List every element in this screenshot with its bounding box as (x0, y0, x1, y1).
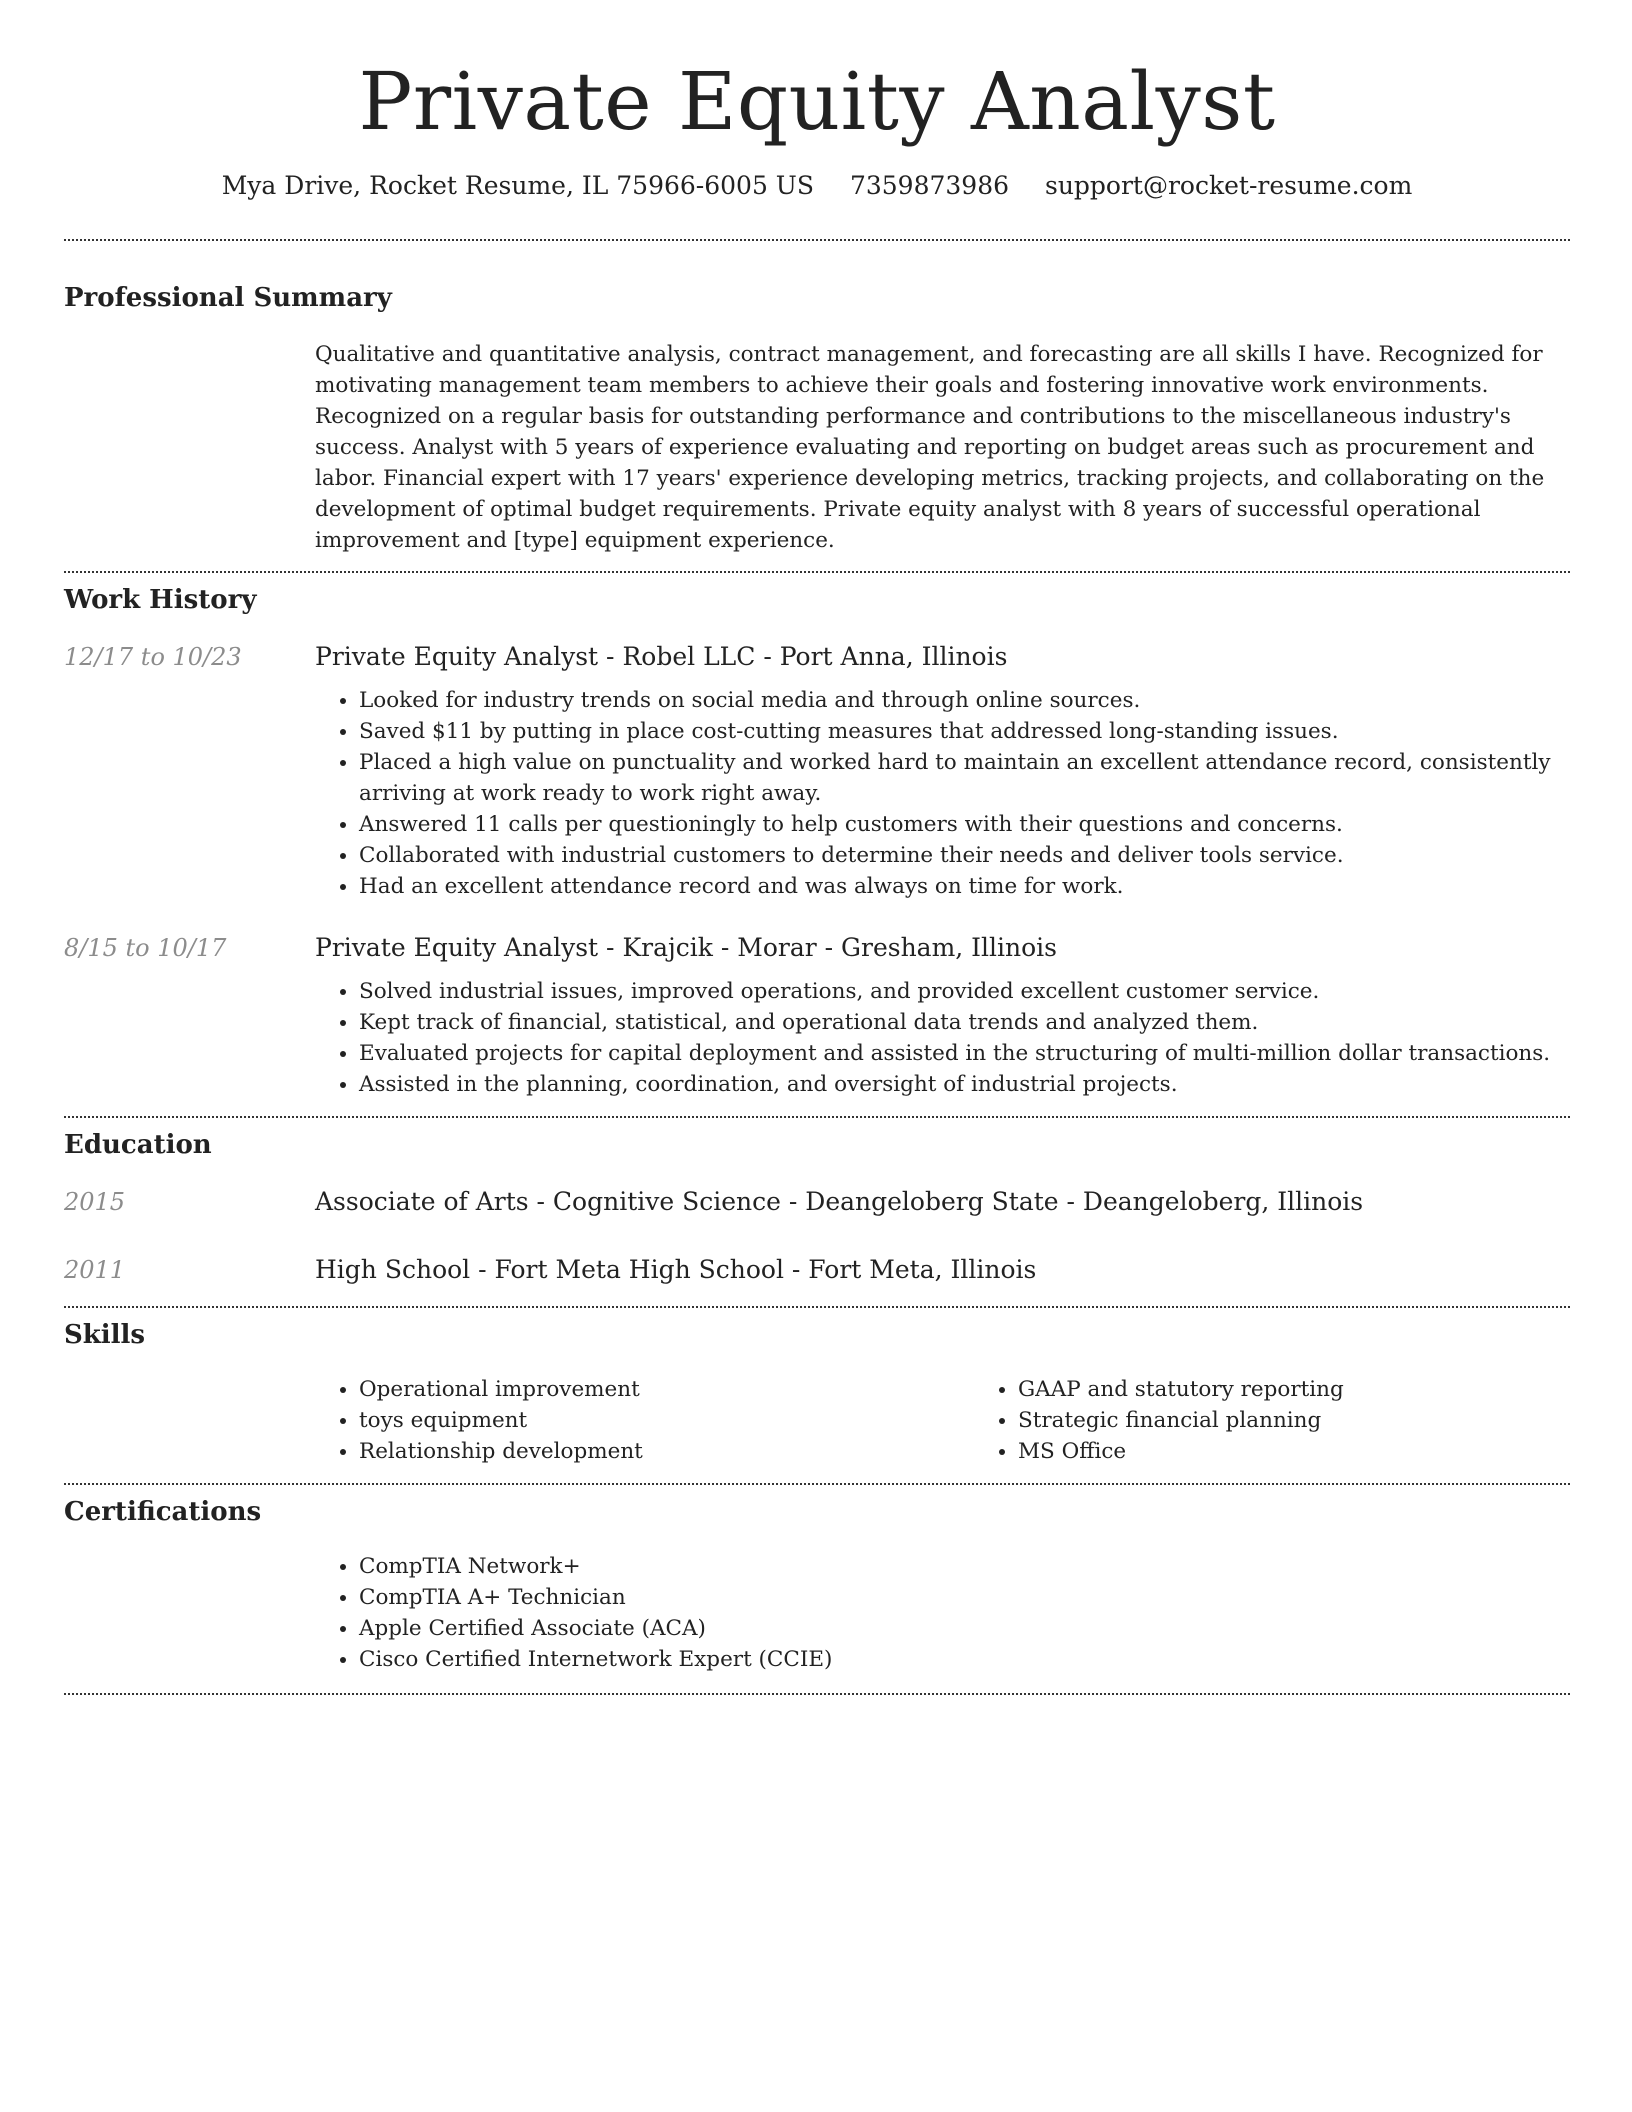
job-bullet: • Solved industrial issues, improved operations, and provided excellent customer service. (359, 976, 1570, 1007)
contact-line (64, 170, 1570, 202)
certification-item: • Cisco Certified Internetwork Expert (CCIE) (359, 1644, 1570, 1675)
education-school: - Deangeloberg State - Deangeloberg, Illinois (780, 1187, 1364, 1216)
certification-item: • Apple Certified Associate (ACA) (359, 1613, 1570, 1644)
summary-text: Qualitative and quantitative analysis, contract management, and forecasting are all skills I have. Recognized for motivating management team members to achieve their goals and fostering innovative work environments. Recognized on a regular basis for outstanding performance and contributions to the miscellaneous industry's success. Analyst with 5 years of experience evaluating and reporting on budget areas such as procurement and labor. Financial expert with 17 years' experience developing metrics, tracking projects, and collaborating on the development of optimal budget requirements. Private equity analyst with 8 years of successful operational improvement and [type] equipment experience. (315, 342, 1545, 553)
job-heading (315, 932, 1570, 964)
divider (64, 571, 1570, 573)
job-heading (315, 641, 1570, 673)
job-employer: - Robel LLC - Port Anna, Illinois (598, 642, 1008, 671)
education-degree: High School (315, 1255, 471, 1284)
contact-email: support@rocket-resume.com (1044, 171, 1413, 200)
job-bullets (315, 976, 1570, 1100)
skill-item: • Operational improvement (359, 1374, 974, 1405)
job-entry (64, 641, 1570, 902)
contact-phone: 7359873986 (849, 171, 1010, 200)
divider (64, 1483, 1570, 1485)
skills-grid (315, 1362, 1632, 1467)
skill-item: • GAAP and statutory reporting (1018, 1374, 1632, 1405)
job-bullet: • Collaborated with industrial customers to determine their needs and deliver tools service. (359, 840, 1570, 871)
education-school: - Fort Meta High School - Fort Meta, Illinois (470, 1255, 1037, 1284)
resume-page (64, 0, 1570, 1695)
job-bullet: • Placed a high value on punctuality and worked hard to maintain an excellent attendance record, consistently arriving at work ready to work right away. (359, 747, 1570, 809)
section-title-certifications: Certifications (64, 1497, 262, 1527)
contact-address: Mya Drive, Rocket Resume, IL 75966-6005 US (221, 171, 815, 200)
certification-item: • CompTIA Network+ (359, 1551, 1570, 1582)
section-title-education: Education (64, 1130, 212, 1160)
job-bullet: • Assisted in the planning, coordination, and oversight of industrial projects. (359, 1069, 1570, 1100)
job-dates: 12/17 to 10/23 (64, 643, 242, 671)
certifications-row (64, 1539, 1570, 1675)
skills-row (64, 1362, 1570, 1467)
skills-column (974, 1374, 1632, 1467)
skill-item: • Relationship development (359, 1436, 974, 1467)
section-title-work: Work History (64, 585, 257, 615)
job-dates: 8/15 to 10/17 (64, 934, 227, 962)
certifications-list (315, 1551, 1570, 1675)
job-bullet: • Looked for industry trends on social media and through online sources. (359, 685, 1570, 716)
skill-item: • Strategic financial planning (1018, 1405, 1632, 1436)
job-employer: - Krajcik - Morar - Gresham, Illinois (598, 933, 1058, 962)
job-entry (64, 932, 1570, 1100)
education-heading (315, 1186, 1570, 1218)
job-bullet: • Evaluated projects for capital deployment and assisted in the structuring of multi-million dollar transactions. (359, 1038, 1570, 1069)
certification-item: • CompTIA A+ Technician (359, 1582, 1570, 1613)
section-title-summary: Professional Summary (64, 283, 392, 313)
section-title-skills: Skills (64, 1320, 146, 1350)
job-title: Private Equity Analyst (315, 642, 599, 671)
job-bullets (315, 685, 1570, 902)
job-bullet: • Had an excellent attendance record and was always on time for work. (359, 871, 1570, 902)
job-bullet: • Saved $11 by putting in place cost-cutting measures that addressed long-standing issues. (359, 716, 1570, 747)
education-degree: Associate of Arts - Cognitive Science (315, 1187, 781, 1216)
skills-column (315, 1374, 974, 1467)
divider (64, 1116, 1570, 1118)
job-title: Private Equity Analyst (315, 933, 599, 962)
education-year: 2011 (64, 1256, 126, 1284)
job-bullet: • Answered 11 calls per questioningly to help customers with their questions and concerns. (359, 809, 1570, 840)
education-entry (64, 1254, 1570, 1286)
skill-item: • MS Office (1018, 1436, 1632, 1467)
job-bullet: • Kept track of financial, statistical, and operational data trends and analyzed them. (359, 1007, 1570, 1038)
resume-title: Private Equity Analyst (358, 55, 1276, 148)
education-entry (64, 1186, 1570, 1218)
skill-item: • toys equipment (359, 1405, 974, 1436)
divider (64, 1306, 1570, 1308)
divider (64, 239, 1570, 241)
divider (64, 1693, 1570, 1695)
education-year: 2015 (64, 1188, 126, 1216)
education-heading (315, 1254, 1570, 1286)
summary-row (64, 339, 1570, 556)
